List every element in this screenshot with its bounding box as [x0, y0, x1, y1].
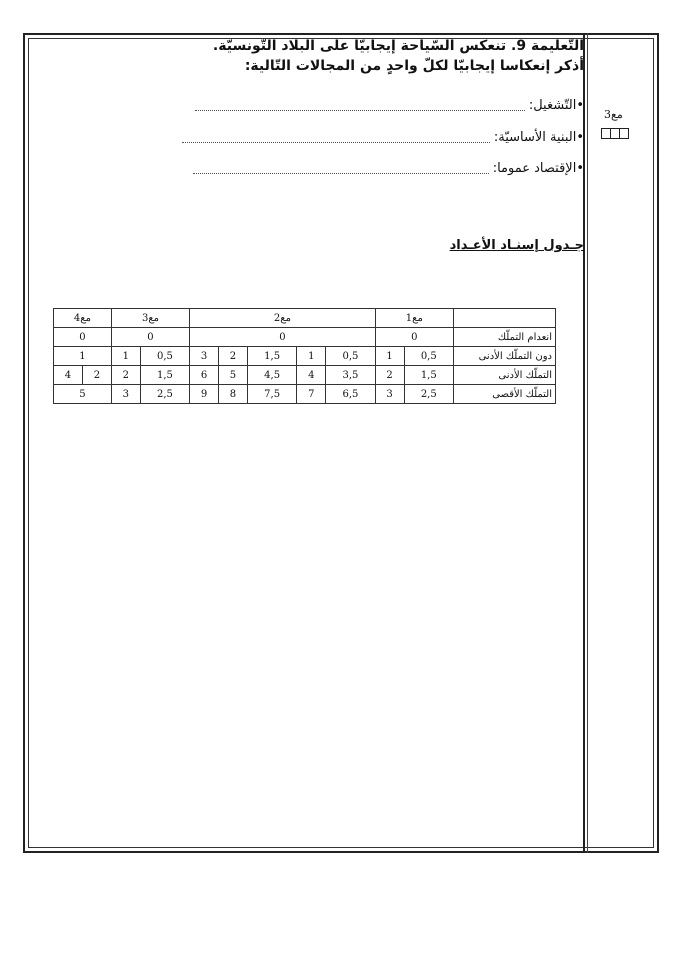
row-label: انعدام التملّك — [454, 328, 556, 347]
table-header-mo2: مع2 — [190, 309, 376, 328]
table-cell: 1,5 — [140, 366, 189, 385]
row-label: التملّك الأقصى — [454, 385, 556, 404]
table-cell: 2 — [82, 366, 111, 385]
table-cell: 0,5 — [404, 347, 453, 366]
row-label: دون التملّك الأدنى — [454, 347, 556, 366]
table-cell: 9 — [190, 385, 219, 404]
table-cell: 1 — [297, 347, 326, 366]
grading-table-title: جـدول إسنـاد الأعـداد — [449, 238, 584, 253]
table-cell: 8 — [219, 385, 248, 404]
table-cell: 1,5 — [404, 366, 453, 385]
table-header-mo3: مع3 — [111, 309, 189, 328]
table-cell: 3 — [375, 385, 404, 404]
table-header-mo4: مع4 — [54, 309, 112, 328]
table-row — [54, 328, 556, 347]
table-cell: 7,5 — [247, 385, 296, 404]
answer-dots[interactable] — [195, 100, 525, 111]
field-infrastructure[interactable] — [182, 130, 584, 145]
table-cell: 1 — [375, 347, 404, 366]
table-cell: 3 — [111, 385, 140, 404]
side-divider-inner — [587, 33, 588, 853]
table-row — [54, 347, 556, 366]
field-employment[interactable] — [195, 98, 584, 113]
instruction-line-2: أذكر إنعكاسا إيجابيّا لكلّ واحدٍ من المجالات التّالية: — [244, 58, 584, 74]
page-frame — [23, 33, 659, 853]
table-cell: 4 — [54, 366, 83, 385]
table-cell: 5 — [54, 385, 112, 404]
table-cell: 0 — [375, 328, 453, 347]
table-cell: 2,5 — [140, 385, 189, 404]
table-cell: 0 — [111, 328, 189, 347]
grading-table — [53, 308, 556, 404]
table-corner — [454, 309, 556, 328]
table-cell: 1 — [54, 347, 112, 366]
answer-dots[interactable] — [193, 163, 489, 174]
table-cell: 0,5 — [326, 347, 375, 366]
table-cell: 5 — [219, 366, 248, 385]
table-cell: 0 — [54, 328, 112, 347]
table-cell: 3 — [190, 347, 219, 366]
table-cell: 2 — [375, 366, 404, 385]
score-boxes — [602, 128, 629, 139]
table-cell: 1,5 — [247, 347, 296, 366]
table-header-row — [54, 309, 556, 328]
field-label: •الإقتصاد عموما: — [492, 161, 584, 176]
table-cell: 2 — [111, 366, 140, 385]
table-cell: 3,5 — [326, 366, 375, 385]
table-cell: 7 — [297, 385, 326, 404]
criterion-label: مع3 — [604, 108, 623, 121]
table-cell: 1 — [111, 347, 140, 366]
field-label: •البنية الأساسيّة: — [493, 130, 584, 145]
table-cell: 2,5 — [404, 385, 453, 404]
table-cell: 4,5 — [247, 366, 296, 385]
table-cell: 0 — [190, 328, 376, 347]
table-cell: 6 — [190, 366, 219, 385]
field-economy[interactable] — [193, 161, 584, 176]
table-header-mo1: مع1 — [375, 309, 453, 328]
table-row — [54, 385, 556, 404]
table-cell: 6,5 — [326, 385, 375, 404]
row-label: التملّك الأدنى — [454, 366, 556, 385]
field-label: •التّشغيل: — [528, 98, 584, 113]
instruction-line-1: التّعليمة 9. تنعكس السّياحة إيجابيّا على البلاد التّونسيّة. — [212, 38, 584, 54]
table-cell: 2 — [219, 347, 248, 366]
answer-dots[interactable] — [182, 132, 490, 143]
table-cell: 4 — [297, 366, 326, 385]
table-row — [54, 366, 556, 385]
table-cell: 0,5 — [140, 347, 189, 366]
side-divider — [583, 33, 585, 853]
